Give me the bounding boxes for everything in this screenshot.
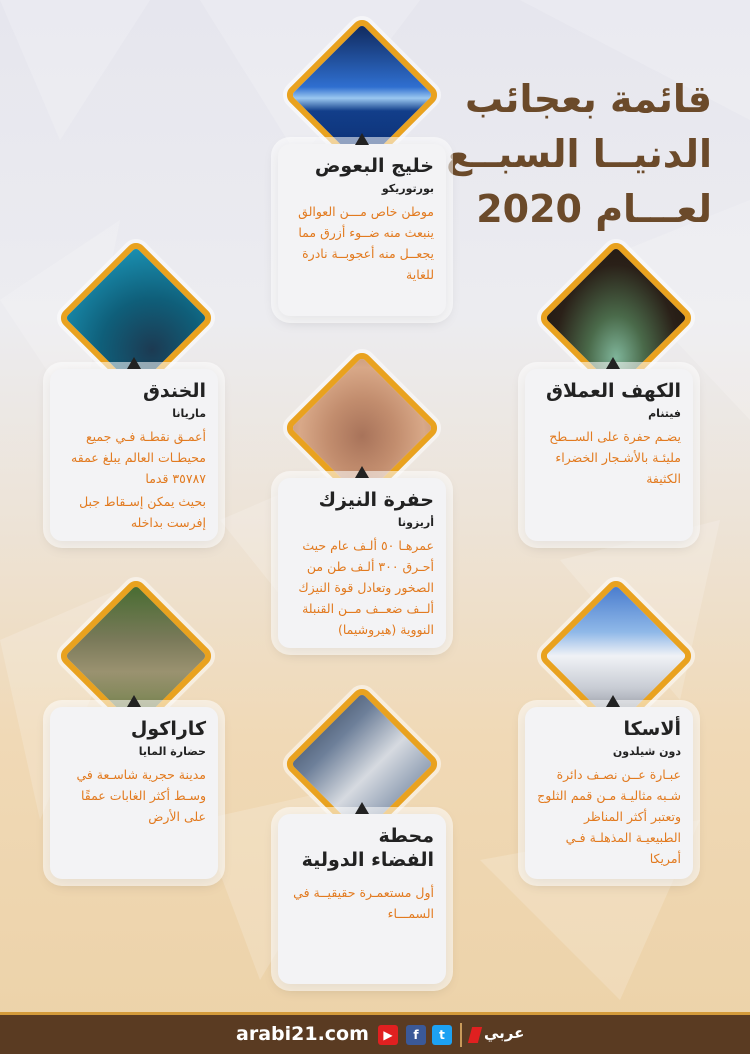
facebook-icon[interactable]: f [406, 1025, 426, 1045]
wonder-description: أعمـق نقطـة فـي جميع محيطـات العالم يبلغ عمقه ٣٥٧٨٧ قدما [71, 429, 206, 486]
pointer-arrow [355, 466, 369, 478]
wonder-name: الخندق [142, 380, 206, 402]
page-title [446, 72, 712, 237]
wonder-name-line-1: محطة [378, 825, 434, 847]
wonder-card-caracol [50, 707, 218, 879]
wonder-location: ماريانا [172, 407, 206, 420]
pointer-arrow [606, 695, 620, 707]
wonder-description: موطن خاص مـــن العوالق ينبعث منه ضــوء أزرق مما يجعــل منه أعجوبــة نادرة للغاية [298, 204, 434, 282]
wonder-description-extra: بحيث يمكن إسـقاط جبل إفرست بداخله [79, 494, 206, 530]
pointer-arrow [355, 133, 369, 145]
wonder-card-mosquito-bay [278, 144, 446, 316]
wonder-name-line-2: الفضاء الدولية [301, 849, 434, 871]
wonder-card-alaska [525, 707, 693, 879]
wonder-location: بورتوريكو [381, 182, 434, 195]
divider [460, 1023, 462, 1047]
wonder-name: الكهف العملاق [545, 380, 681, 402]
wonder-card-giant-cave [525, 369, 693, 541]
wonder-location: حضارة المايا [138, 745, 206, 758]
title-line-3: لعـــام 2020 [476, 187, 712, 231]
footer-bar [0, 1012, 750, 1054]
wonder-name: كاراكول [130, 718, 206, 740]
pointer-arrow [606, 357, 620, 369]
wonder-name: خليج البعوض [314, 155, 434, 177]
pointer-arrow [127, 357, 141, 369]
youtube-icon[interactable]: ▶ [378, 1025, 398, 1045]
wonder-card-space-station [278, 814, 446, 984]
wonder-location: دون شيلدون [612, 745, 681, 758]
wonder-card-mariana-trench [50, 369, 218, 541]
twitter-icon[interactable]: t [432, 1025, 452, 1045]
wonder-description: عبـارة عــن نصـف دائرة شـبه مثاليـة مـن قمم الثلوج وتعتبر أكثر المناظر الطبيعيـة المذهلـة فـي أمريكا [537, 767, 681, 866]
wonder-description: عمرهـا ٥٠ ألـف عام حيث أحـرق ٣٠٠ ألـف طن من الصخور وتعادل قوة النيزك ألــف ضعــف مــن القنبلة النووية (هيروشيما) [298, 538, 434, 637]
brand-logo-icon [468, 1027, 482, 1043]
wonder-description: أول مستعمـرة حقيقيــة في السمـــاء [293, 885, 434, 921]
title-line-1: قائمة بعجائب [464, 77, 712, 121]
website-link[interactable]: arabi21.com [236, 1023, 369, 1045]
wonder-name: حفرة النيزك [318, 489, 434, 511]
wonder-location: أريزونا [397, 516, 434, 529]
wonder-name: ألاسكا [623, 718, 681, 740]
title-line-2: الدنيــا السبــع [446, 132, 712, 176]
pointer-arrow [127, 695, 141, 707]
pointer-arrow [355, 802, 369, 814]
wonder-location: فيتنام [648, 407, 681, 420]
wonder-card-meteor-crater [278, 478, 446, 648]
wonder-description: مدينة حجرية شاسـعة في وسـط أكثر الغابات عمقًا على الأرض [76, 767, 206, 824]
wonder-description: يضـم حفرة على الســطح مليئـة بالأشـجار الخضراء الكثيفة [549, 429, 681, 486]
brand-logo-text: عربي [484, 1024, 525, 1042]
